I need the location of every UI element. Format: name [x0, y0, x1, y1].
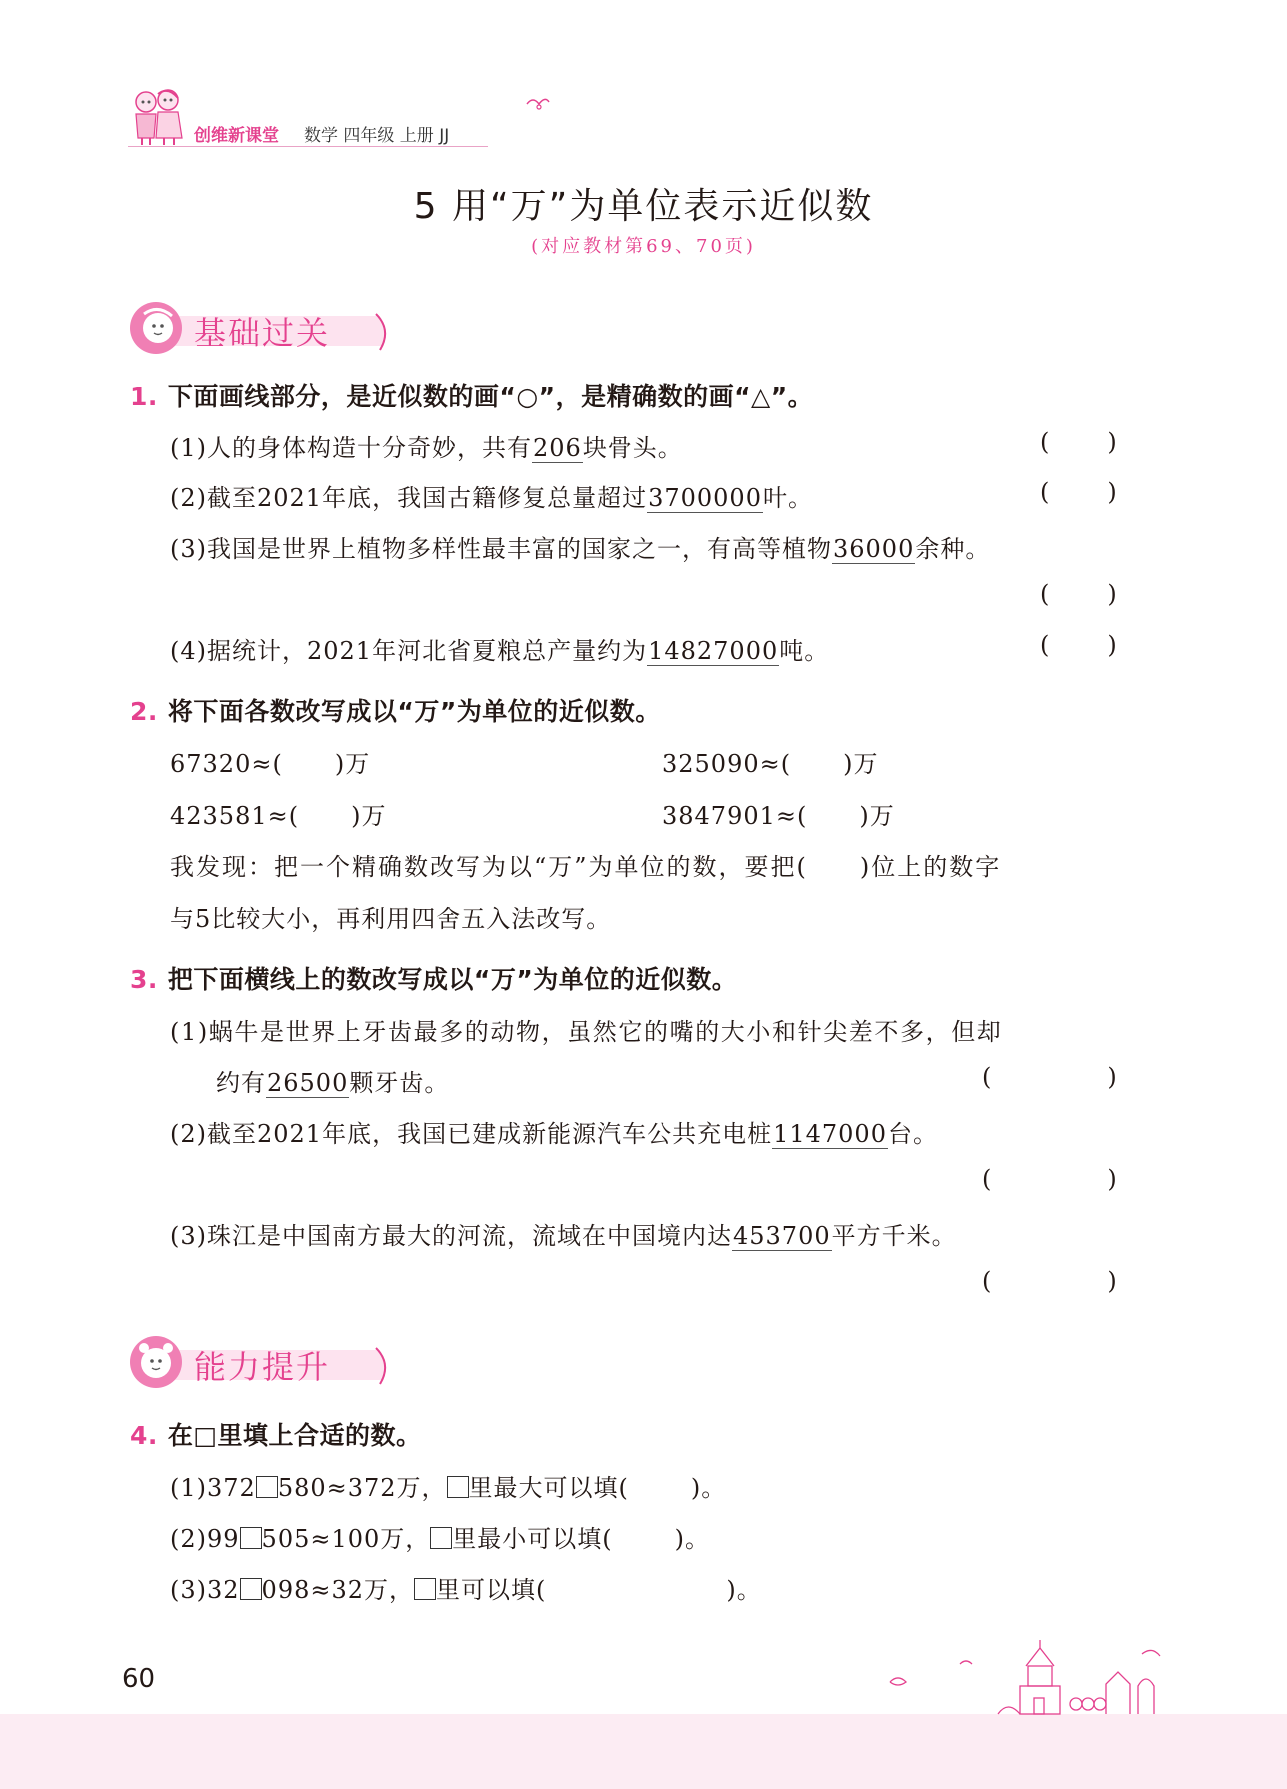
item-text: (3)32 — [170, 1576, 240, 1604]
item-text: 颗牙齿。 — [349, 1069, 450, 1097]
question-text: 把下面横线上的数改写成以“万”为单位的近似数。 — [167, 965, 738, 994]
item-text: (1)人的身体构造十分奇妙，共有 — [170, 434, 532, 462]
exact-number: 67320≈( — [170, 750, 283, 778]
q2-item-3[interactable] — [170, 796, 386, 831]
question-3-prompt — [130, 960, 737, 996]
paren-close: ) — [1107, 1165, 1117, 1193]
q3-item-2 — [170, 1114, 938, 1149]
paren-close: ) — [1107, 428, 1117, 456]
footer-band — [0, 1714, 1287, 1789]
item-text: (3)我国是世界上植物多样性最丰富的国家之一，有高等植物 — [170, 535, 832, 563]
question-number: 3. — [130, 965, 158, 994]
textbook-reference: (对应教材第69、70页) — [531, 236, 756, 257]
blank-box-icon — [430, 1527, 452, 1549]
mascot-badge-icon — [128, 1334, 184, 1390]
q2-finding-cont: 与5比较大小，再利用四舍五入法改写。 — [170, 905, 612, 933]
paren-open: ( — [1040, 478, 1050, 506]
answer-blank[interactable] — [982, 1267, 1117, 1295]
paren-open: ( — [1040, 631, 1050, 659]
q3-item-1: (1)蜗牛是世界上牙齿最多的动物，虽然它的嘴的大小和针尖差不多，但却 — [170, 1018, 1003, 1046]
blank-box-icon — [414, 1578, 436, 1600]
item-text: 里最小可以填( — [452, 1525, 613, 1553]
underlined-number: 453700 — [733, 1222, 831, 1250]
answer-blank[interactable] — [1040, 631, 1117, 659]
item-text: 台。 — [887, 1120, 938, 1148]
answer-blank[interactable] — [982, 1165, 1117, 1193]
item-text: 余种。 — [915, 535, 991, 563]
question-text: 在□里填上合适的数。 — [167, 1421, 422, 1450]
header-rule — [128, 146, 488, 147]
bird-icon — [525, 94, 551, 112]
page-number: 60 — [122, 1664, 156, 1694]
q1-item-2 — [170, 478, 813, 513]
question-4-prompt — [130, 1416, 422, 1452]
castle-scenery-icon — [880, 1640, 1170, 1720]
item-text: 块骨头。 — [582, 434, 683, 462]
item-text: 505≈100万， — [261, 1525, 431, 1553]
item-text: (2)截至2021年底，我国古籍修复总量超过 — [170, 484, 648, 512]
finding-text: 我发现：把一个精确数改写为以“万”为单位的数，要把( — [170, 853, 808, 881]
paren-close: ) — [1107, 1267, 1117, 1295]
item-text: )。 — [726, 1576, 762, 1604]
exact-number: 423581≈( — [170, 802, 300, 830]
blank-box-icon — [240, 1578, 262, 1600]
answer-blank[interactable] — [1040, 580, 1117, 608]
q4-item-3[interactable] — [170, 1570, 762, 1605]
question-number: 4. — [130, 1421, 158, 1450]
page-header — [128, 88, 548, 148]
q2-finding[interactable] — [170, 847, 1001, 882]
underlined-number: 3700000 — [648, 484, 762, 512]
question-number: 1. — [130, 382, 158, 411]
paren-open: ( — [1040, 428, 1050, 456]
blank-box-icon — [256, 1476, 278, 1498]
item-text: 580≈372万， — [277, 1474, 447, 1502]
q3-item-1-cont — [216, 1063, 449, 1098]
underlined-number: 26500 — [267, 1069, 349, 1097]
finding-text: )位上的数字 — [859, 853, 1002, 881]
item-text: 平方千米。 — [831, 1222, 957, 1250]
unit-wan: )万 — [859, 802, 895, 830]
item-text: 叶。 — [762, 484, 813, 512]
underlined-number: 1147000 — [773, 1120, 887, 1148]
underlined-number: 36000 — [833, 535, 915, 563]
item-text: (4)据统计，2021年河北省夏粮总产量约为 — [170, 637, 648, 665]
item-text: 里可以填( — [436, 1576, 547, 1604]
question-1-prompt — [130, 377, 813, 413]
question-text: 下面画线部分，是近似数的画“○”，是精确数的画“△”。 — [167, 382, 814, 411]
paren-open: ( — [1040, 580, 1050, 608]
blank-box-icon — [447, 1476, 469, 1498]
answer-blank[interactable] — [1040, 478, 1117, 506]
q1-item-4 — [170, 631, 829, 666]
question-number: 2. — [130, 697, 158, 726]
item-text: 里最大可以填( — [468, 1474, 629, 1502]
item-text: (2)截至2021年底，我国已建成新能源汽车公共充电桩 — [170, 1120, 773, 1148]
q3-item-3 — [170, 1216, 957, 1251]
question-text: 将下面各数改写成以“万”为单位的近似数。 — [167, 697, 661, 726]
q2-item-4[interactable] — [662, 796, 895, 831]
answer-blank[interactable] — [982, 1063, 1117, 1091]
q2-item-1[interactable] — [170, 744, 370, 779]
kids-mascot-icon — [128, 88, 188, 146]
q1-item-1 — [170, 428, 683, 463]
exact-number: 325090≈( — [662, 750, 792, 778]
section-banner-advanced — [128, 1332, 388, 1392]
blank-box-icon — [240, 1527, 262, 1549]
book-subject: 数学 四年级 上册 JJ — [304, 126, 450, 146]
item-text: )。 — [690, 1474, 727, 1502]
underlined-number: 14827000 — [648, 637, 779, 665]
exact-number: 3847901≈( — [662, 802, 808, 830]
item-text: )。 — [674, 1525, 711, 1553]
unit-wan: )万 — [843, 750, 879, 778]
paren-close: ) — [1107, 478, 1117, 506]
paren-open: ( — [982, 1063, 992, 1091]
lesson-title: 5 用“万”为单位表示近似数 — [413, 186, 874, 227]
q1-item-3 — [170, 529, 990, 564]
item-text: (3)珠江是中国南方最大的河流，流域在中国境内达 — [170, 1222, 732, 1250]
item-text: 约有 — [216, 1069, 266, 1097]
unit-wan: )万 — [334, 750, 371, 778]
q2-item-2[interactable] — [662, 744, 878, 779]
item-text: (2)99 — [170, 1525, 240, 1553]
item-text: 098≈32万， — [261, 1576, 415, 1604]
section-title: 基础过关 — [194, 314, 331, 352]
unit-wan: )万 — [351, 802, 387, 830]
paren-close: ) — [1107, 1063, 1117, 1091]
mascot-badge-icon — [128, 300, 184, 356]
paren-close: ) — [1107, 631, 1117, 659]
paren-open: ( — [982, 1165, 992, 1193]
paren-open: ( — [982, 1267, 992, 1295]
q4-item-2[interactable] — [170, 1519, 710, 1554]
question-2-prompt — [130, 692, 661, 728]
item-text: (1)372 — [170, 1474, 256, 1502]
section-banner-basic — [128, 298, 388, 358]
section-title: 能力提升 — [194, 1348, 331, 1386]
answer-blank[interactable] — [1040, 428, 1117, 456]
paren-close: ) — [1107, 580, 1117, 608]
item-text: 吨。 — [779, 637, 830, 665]
series-name: 创维新课堂 — [194, 126, 279, 146]
q4-item-1[interactable] — [170, 1468, 726, 1503]
underlined-number: 206 — [533, 434, 582, 462]
